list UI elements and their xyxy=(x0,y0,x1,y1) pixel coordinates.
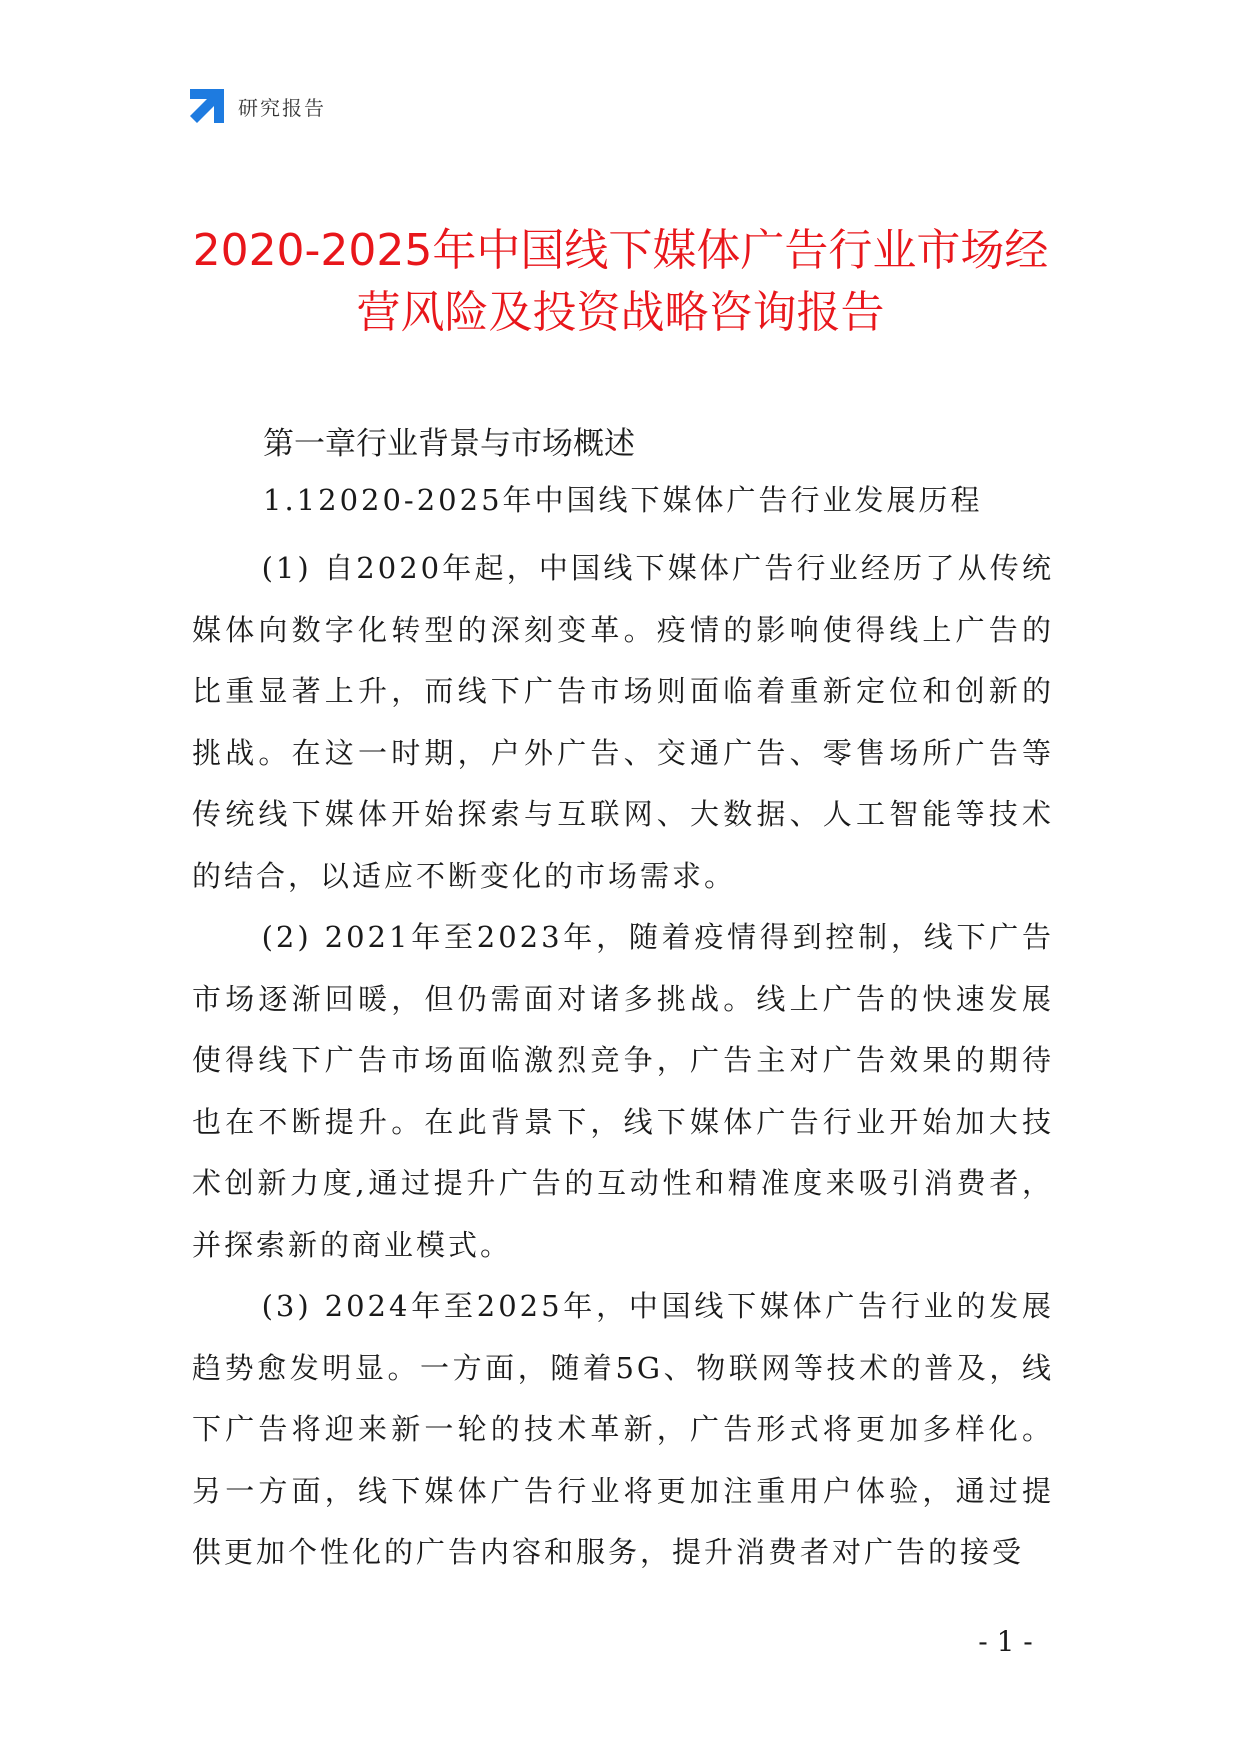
body-text xyxy=(192,538,1054,1584)
header-label: 研究报告 xyxy=(238,95,326,120)
title-line-1: 2020-2025年中国线下媒体广告行业市场经 xyxy=(192,225,1049,276)
title-line-2: 营风险及投资战略咨询报告 xyxy=(356,287,885,338)
chapter-heading: 第一章行业背景与市场概述 xyxy=(263,426,635,462)
page-number: - 1 - xyxy=(978,1625,1033,1658)
report-header xyxy=(190,88,326,124)
section-heading: 1.12020-2025年中国线下媒体广告行业发展历程 xyxy=(263,483,983,517)
arrow-logo-icon xyxy=(190,89,224,123)
paragraph-2: (2) 2021年至2023年，随着疫情得到控制，线下广告市场逐渐回暖，但仍需面对诸多挑战。线上广告的快速发展使得线下广告市场面临激烈竞争，广告主对广告效果的期待也在不断提升。在此背景下，线下媒体广告行业开始加大技术创新力度,通过提升广告的互动性和精准度来吸引消费者，并探索新的商业模式。 xyxy=(192,920,1054,1262)
report-title xyxy=(160,220,1081,344)
paragraph-3: (3) 2024年至2025年，中国线下媒体广告行业的发展趋势愈发明显。一方面，随着5G、物联网等技术的普及，线下广告将迎来新一轮的技术革新，广告形式将更加多样化。另一方面，线下媒体广告行业将更加注重用户体验，通过提供更加个性化的广告内容和服务，提升消费者对广告的接受 xyxy=(192,1289,1054,1569)
paragraph-1: (1) 自2020年起，中国线下媒体广告行业经历了从传统媒体向数字化转型的深刻变革。疫情的影响使得线上广告的比重显著上升，而线下广告市场则面临着重新定位和创新的挑战。在这一时期，户外广告、交通广告、零售场所广告等传统线下媒体开始探索与互联网、大数据、人工智能等技术的结合，以适应不断变化的市场需求。 xyxy=(192,551,1054,893)
